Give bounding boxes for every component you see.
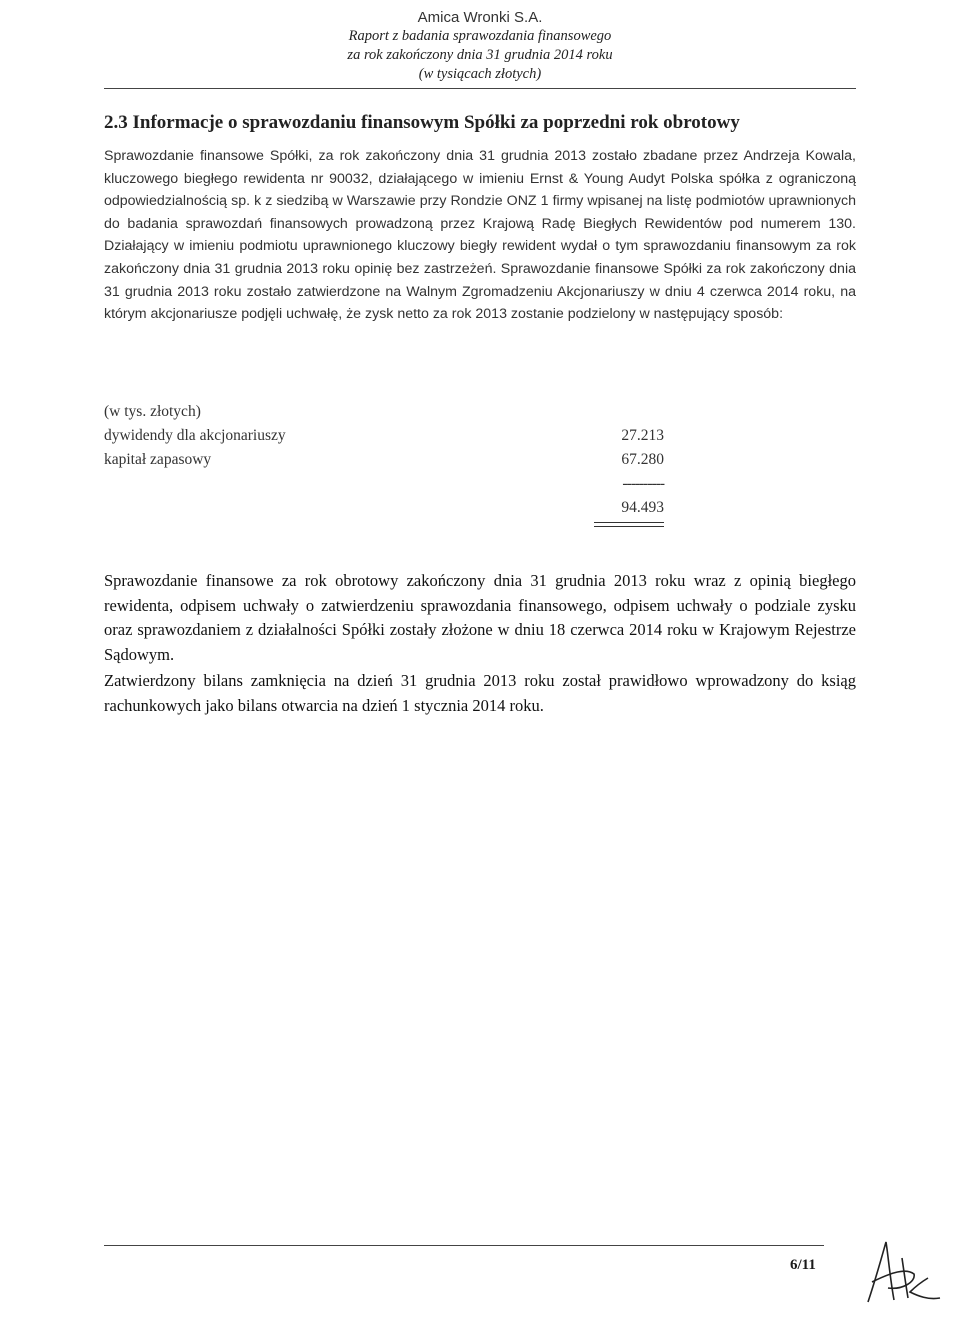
handwritten-initials-signature [862,1238,944,1308]
section-title: 2.3 Informacje o sprawozdaniu finansowym Spółki za poprzedni rok obrotowy [104,112,740,133]
company-name: Amica Wronki S.A. [417,9,543,26]
table-row [104,448,664,472]
header-divider [104,88,856,89]
row-label: dywidendy dla akcjonariuszy [104,427,286,444]
paragraph-balance: Zatwierdzony bilans zamknięcia na dzień 31 grudnia 2013 roku został prawidłowo wprowadzony do ksiąg rachunkowych jako bilans otwarcia na dzień 1 stycznia 2014 roku. [104,671,856,715]
footer-divider [104,1245,824,1246]
total-row [104,496,664,520]
table-row [104,424,664,448]
double-underline-row [104,520,664,530]
separator-row [104,472,664,496]
report-header [0,8,960,84]
row-value: 67.280 [621,451,664,468]
total-value: 94.493 [621,499,664,516]
row-value: 27.213 [621,427,664,444]
page-number: 6/11 [790,1257,816,1273]
profit-distribution-table [104,400,664,530]
report-period: za rok zakończony dnia 31 grudnia 2014 roku [347,47,613,63]
units-row [104,400,664,424]
paragraph-filing: Sprawozdanie finansowe za rok obrotowy zakończony dnia 31 grudnia 2013 roku wraz z opinią biegłego rewidenta, odpisem uchwały o zatwierdzeniu sprawozdania finansowego, odpisem uchwały o podziale zysku oraz sprawozdaniem z działalności Spółki zostały złożone w dniu 18 czerwca 2014 roku w Krajowym Rejestrze Sądowym. [104,571,856,664]
report-units: (w tysiącach złotych) [418,66,542,82]
units-label: (w tys. złotych) [104,403,201,420]
double-underline [594,522,664,527]
report-title: Raport z badania sprawozdania finansowego [348,28,612,44]
total-separator: ---------- [622,475,664,492]
row-label: kapitał zapasowy [104,451,212,468]
section-paragraph: Sprawozdanie finansowe Spółki, za rok zakończony dnia 31 grudnia 2013 zostało zbadane przez Andrzeja Kowala, kluczowego biegłego rewidenta nr 90032, działającego w imieniu Ernst & Young Audyt Polska spółka z ograniczoną odpowiedzialnością sp. k z siedzibą w Warszawie przy Rondzie ONZ 1 firmy wpisanej na listę podmiotów uprawnionych do badania sprawozdań finansowych prowadzoną przez Krajową Radę Biegłych Rewidentów pod numerem 130. Działający w imieniu podmiotu uprawnionego kluczowy biegły rewident wydał o tym sprawozdaniu finansowym za rok zakończony dnia 31 grudnia 2013 roku opinię bez zastrzeżeń. Sprawozdanie finansowe Spółki za rok zakończony dnia 31 grudnia 2013 roku zostało zatwierdzone na Walnym Zgromadzeniu Akcjonariuszy w dniu 4 czerwca 2014 roku, na którym akcjonariusze podjęli uchwałę, że zysk netto za rok 2013 zostanie podzielony w następujący sposób: [104,148,856,323]
